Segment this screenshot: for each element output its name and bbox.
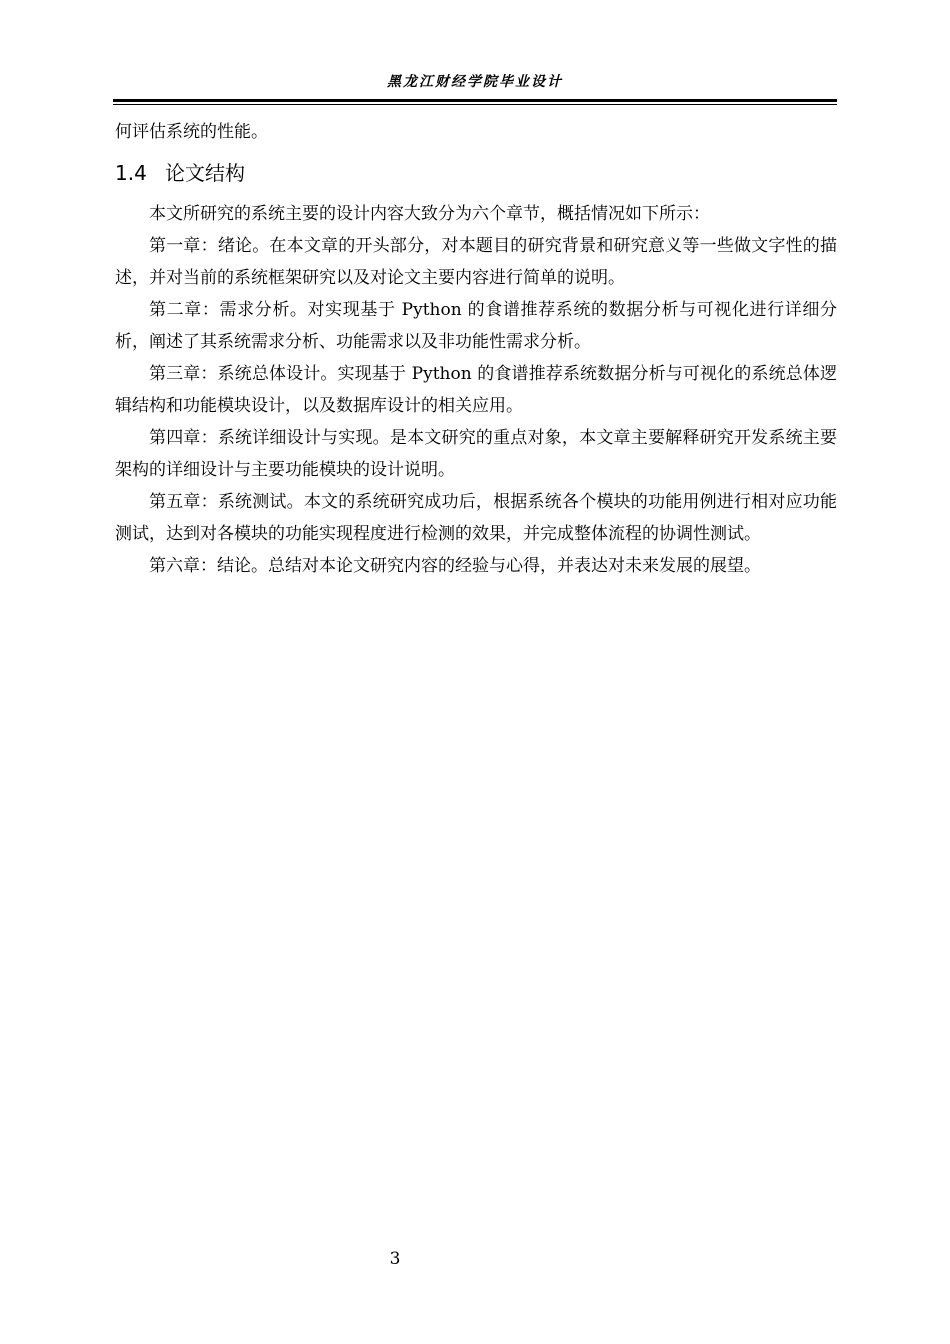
paragraph-chapter-2: 第二章：需求分析。对实现基于 Python 的食谱推荐系统的数据分析与可视化进行详细分析，阐述了其系统需求分析、功能需求以及非功能性需求分析。 <box>115 300 837 352</box>
paragraph-chapter-4: 第四章：系统详细设计与实现。是本文研究的重点对象，本文章主要解释研究开发系统主要架构的详细设计与主要功能模块的设计说明。 <box>115 428 837 480</box>
section-title: 论文结构 <box>165 161 245 185</box>
paragraph-chapter-6: 第六章：结论。总结对本论文研究内容的经验与心得，并表达对未来发展的展望。 <box>149 556 761 576</box>
section-heading <box>115 158 837 188</box>
continuation-text: 何评估系统的性能。 <box>115 122 268 142</box>
paragraph-chapter-1: 第一章：绪论。在本文章的开头部分，对本题目的研究背景和研究意义等一些做文字性的描述，并对当前的系统框架研究以及对论文主要内容进行简单的说明。 <box>115 236 837 288</box>
paragraph-intro: 本文所研究的系统主要的设计内容大致分为六个章节，概括情况如下所示： <box>149 204 710 224</box>
header-rule-thin <box>113 104 837 105</box>
paragraph-chapter-3: 第三章：系统总体设计。实现基于 Python 的食谱推荐系统数据分析与可视化的系统总体逻辑结构和功能模块设计，以及数据库设计的相关应用。 <box>115 364 837 416</box>
page-number: 3 <box>389 1249 401 1269</box>
section-number: 1.4 <box>115 161 147 185</box>
page-body <box>115 116 837 582</box>
paragraph-chapter-5: 第五章：系统测试。本文的系统研究成功后，根据系统各个模块的功能用例进行相对应功能测试，达到对各模块的功能实现程度进行检测的效果，并完成整体流程的协调性测试。 <box>115 492 837 544</box>
header-rule-thick <box>113 99 837 102</box>
running-header: 黑龙江财经学院毕业设计 <box>387 74 563 90</box>
